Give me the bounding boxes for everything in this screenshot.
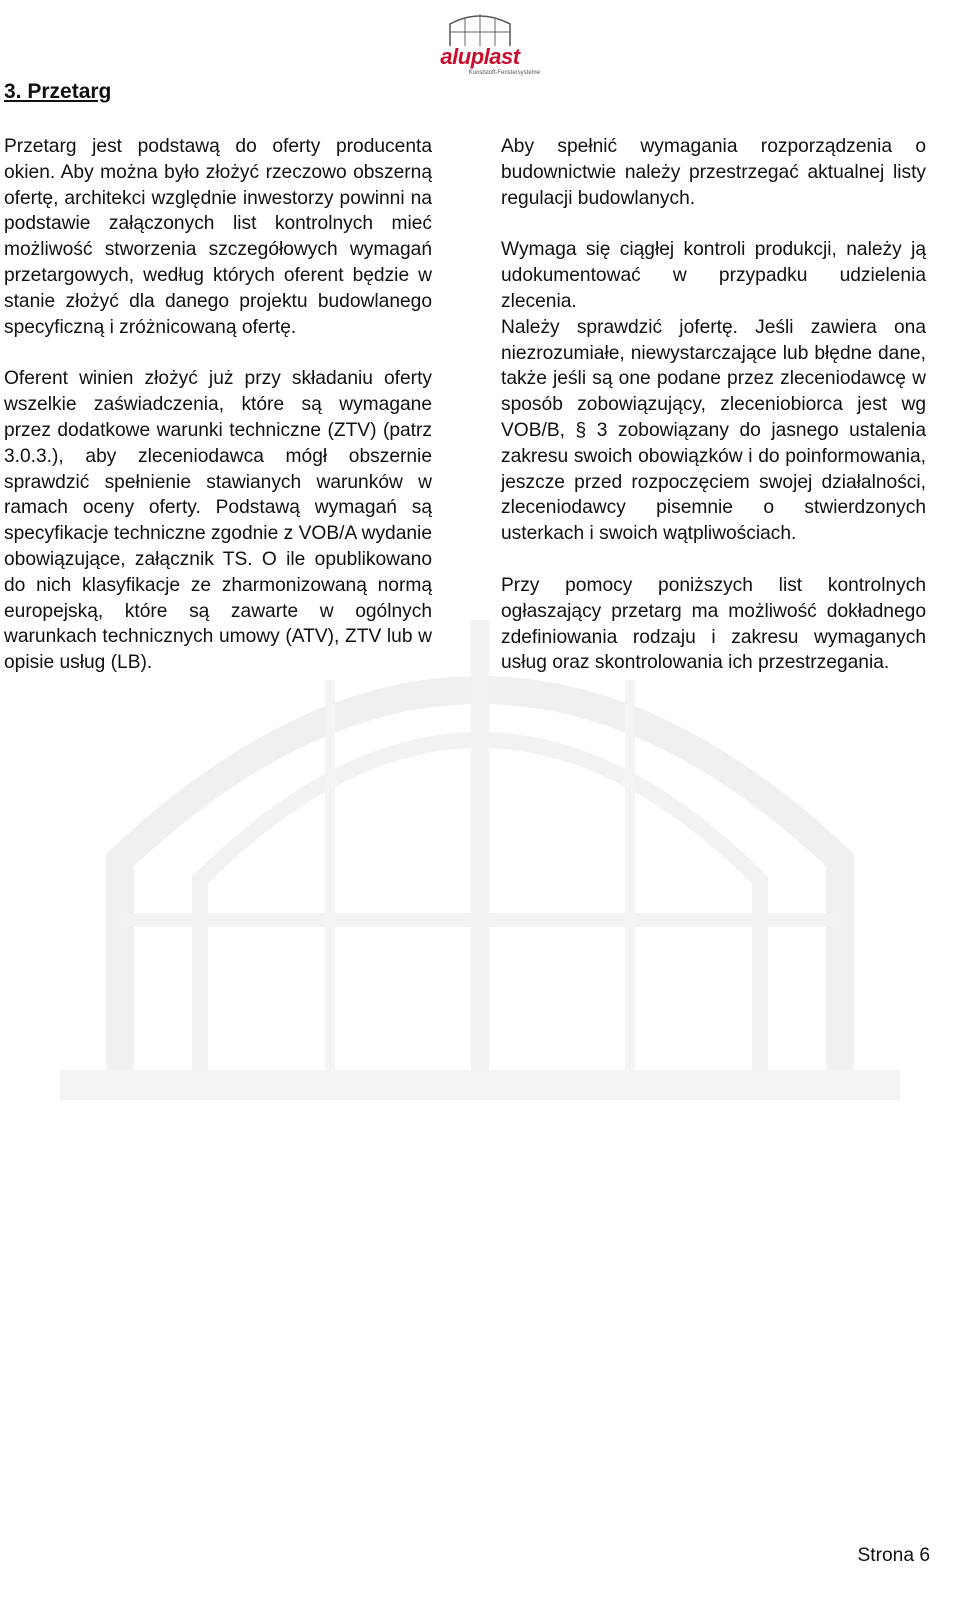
paragraph: Aby spełnić wymagania rozporządzenia o budownictwie należy przestrzegać aktualnej listy regulacji budowlanych. <box>501 136 926 209</box>
paragraph: Przetarg jest podstawą do oferty producenta okien. Aby można było złożyć rzeczowo obszerną ofertę, architekci względnie inwestorzy powinni na podstawie załączonych list kontrolnych mieć możliwość stworzenia szczegółowych wymagań przetargowych, według których oferent będzie w stanie złożyć dla danego projektu budowlanego specyficzną i zróżnicowaną ofertę. <box>4 136 432 338</box>
brand-tagline: Kunststoff-Fenstersysteme <box>468 70 540 76</box>
right-column <box>501 134 926 676</box>
paragraph: Należy sprawdzić jofertę. Jeśli zawiera ona niezrozumiałe, niewystarczające lub błędne dane, także jeśli są one podane przez zleceniodawcę w sposób zobowiązujący, zleceniobiorca jest wg VOB/B, § 3 zobowiązany do jasnego ustalenia zakresu swoich obowiązków i do poinformowania, jeszcze przed rozpoczęciem swojej działalności, zleceniodawcy pisemnie o stwierdzonych usterkach i swoich wątpliwościach. <box>501 316 926 545</box>
building-frame-icon <box>420 8 540 48</box>
aluplast-logo <box>420 8 540 80</box>
paragraph: Oferent winien złożyć już przy składaniu oferty wszelkie zaświadczenia, które są wymagane przez dodatkowe warunki techniczne (ZTV) (patrz 3.0.3.), aby zleceniodawca mógł obszernie sprawdzić spełnienie stawianych warunków w ramach oceny oferty. Podstawą wymagań są specyfikacje techniczne zgodnie z VOB/A wydanie obowiązujące, załącznik TS. O ile opublikowano do nich klasyfikacje ze zharmonizowaną normą europejską, które są zawarte w ogólnych warunkach technicznych umowy (ATV), ZTV lub w opisie usług (LB). <box>4 368 432 674</box>
section-title: 3. Przetarg <box>4 80 112 103</box>
left-column <box>4 134 432 676</box>
paragraph: Wymaga się ciągłej kontroli produkcji, należy ją udokumentować w przypadku udzielenia zlecenia. <box>501 239 926 312</box>
page-number: Strona 6 <box>857 1545 930 1566</box>
brand-name: aluplast <box>440 44 520 69</box>
paragraph: Przy pomocy poniższych list kontrolnych ogłaszający przetarg ma możliwość dokładnego zdefiniowania rodzaju i zakresu wymaganych usług oraz skontrolowania ich przestrzegania. <box>501 574 926 674</box>
